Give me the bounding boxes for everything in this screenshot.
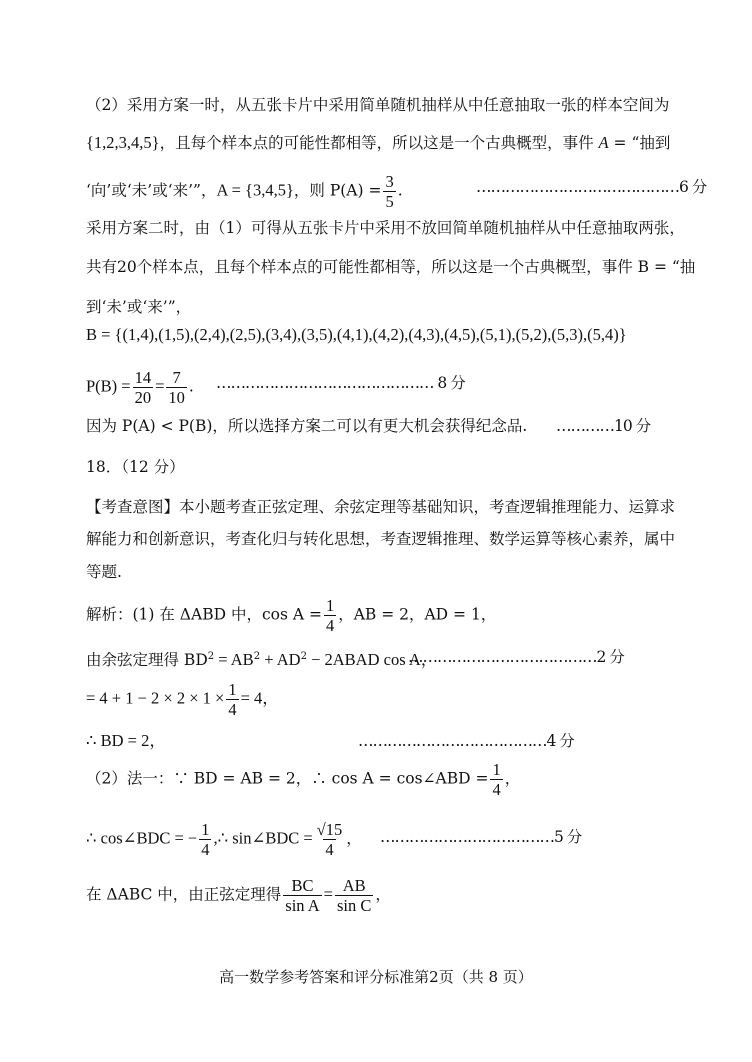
score-dots <box>358 730 574 752</box>
text: 解能力和创新意识，考查化归与转化思想，考查逻辑推理、数学运算等核心素养，属中 <box>86 530 676 548</box>
numerator: 3 <box>385 172 394 191</box>
fraction <box>133 368 154 407</box>
math: − 2ABAD cos A， <box>306 650 438 670</box>
text-line <box>86 296 191 318</box>
math: + AD <box>260 650 301 670</box>
denominator: 4 <box>228 700 237 719</box>
fraction <box>226 680 238 719</box>
text: …………………………………2 分 <box>408 648 624 666</box>
text: 等题. <box>86 563 122 581</box>
numerator: √15 <box>316 820 343 839</box>
exponent: 2 <box>300 651 307 662</box>
score-dots <box>556 415 650 437</box>
text: 【考查意图】本小题考查正弦定理、余弦定理等基础知识，考查逻辑推理能力、运算求 <box>86 498 676 516</box>
math: A = {3,4,5} <box>216 180 294 200</box>
text-line <box>86 368 194 407</box>
footer-text: 高一数学参考答案和评分标准第2页（共 8 页） <box>219 968 533 986</box>
text-line <box>86 528 675 550</box>
fraction <box>315 820 345 859</box>
numerator: 1 <box>201 820 210 839</box>
math: = 4 + 1 − 2 × 2 × 1 × <box>86 688 225 708</box>
fraction <box>335 876 373 915</box>
numerator: BC <box>291 876 314 895</box>
text: 因为 P(A) < P(B)，所以选择方案二可以有更大机会获得纪念品. <box>86 417 528 435</box>
fraction <box>199 820 211 859</box>
text-line <box>86 680 279 719</box>
text: ， <box>504 769 521 788</box>
text: ， <box>375 885 391 904</box>
score-dots <box>380 826 581 848</box>
numerator: 7 <box>172 368 181 387</box>
text: ………………………………5 分 <box>380 828 582 846</box>
text: 采用方案二时，由（1）可得从五张卡片中采用不放回简单随机抽样从中任意抽取两张， <box>86 219 685 237</box>
numerator: 1 <box>325 596 335 615</box>
math: = 4， <box>240 688 279 708</box>
text: ……………………………………6 分 <box>476 178 707 196</box>
text: （2）法一：∵ BD = AB = 2，∴ cos A = cos∠ABD = <box>86 769 489 788</box>
text-line <box>86 132 670 154</box>
text: 到‘未’或‘来’”， <box>86 298 192 316</box>
numerator: AB <box>342 876 366 895</box>
text: ……………………………………… 8 分 <box>216 374 465 392</box>
denominator: 20 <box>134 388 152 407</box>
fraction <box>383 172 395 211</box>
fraction <box>490 760 502 799</box>
text-line <box>86 820 362 859</box>
math: P(B) = <box>86 376 131 396</box>
math: = <box>155 376 165 396</box>
text-line <box>86 876 391 915</box>
denominator: 5 <box>385 192 394 211</box>
text: . <box>188 377 194 396</box>
text: ‘向’或‘未’或‘来’”， <box>86 181 217 200</box>
math: ,∴ sin∠BDC = <box>213 828 313 848</box>
score-dots <box>408 646 624 668</box>
text-line <box>86 256 695 278</box>
text-line <box>86 172 403 211</box>
text: 共有20个样本点，且每个样本点的可能性都相等，所以这是一个古典概型，事件 B = “抽 <box>86 258 696 276</box>
fraction <box>324 596 336 635</box>
denominator: sin C <box>336 896 372 915</box>
text: ，AB = 2，AD = 1， <box>338 605 497 624</box>
exponent: 2 <box>253 651 261 662</box>
text-line <box>86 496 675 518</box>
text-line <box>86 730 166 752</box>
text-line <box>86 646 437 671</box>
numerator: 1 <box>228 680 237 699</box>
text: （2）采用方案一时，从五张卡片中采用简单随机抽样从中任意抽取一张的样本空间为 <box>86 96 670 114</box>
math: = AB <box>214 650 254 670</box>
math: = <box>323 884 333 904</box>
question-number <box>86 456 185 478</box>
denominator: 4 <box>201 840 210 859</box>
denominator: 10 <box>168 388 185 407</box>
text: 在 ΔABC 中，由正弦定理得 <box>86 885 282 904</box>
page-footer <box>0 966 752 987</box>
text: …………10 分 <box>556 417 651 435</box>
text: …………………………………4 分 <box>358 732 574 750</box>
exponent: 2 <box>207 651 215 662</box>
denominator: 4 <box>325 616 335 635</box>
text: 18．（12 分） <box>86 458 185 476</box>
math: ∴ cos∠BDC = − <box>86 828 198 848</box>
score-dots <box>476 176 706 198</box>
text: ，且每个样本点的可能性都相等，所以这是一个古典概型，事件 <box>159 134 599 152</box>
text-line <box>86 596 496 635</box>
text-line <box>86 561 122 583</box>
numerator: 14 <box>134 368 152 387</box>
numerator: 1 <box>492 760 501 779</box>
sample-space-line <box>86 324 627 346</box>
fraction <box>166 368 187 407</box>
text-line <box>86 217 685 239</box>
text: . <box>397 181 403 200</box>
math: A <box>598 133 609 152</box>
denominator: 4 <box>325 840 334 859</box>
denominator: sin A <box>285 896 320 915</box>
denominator: 4 <box>492 780 501 799</box>
math: B = {(1,4),(1,5),(2,4),(2,5),(3,4),(3,5),(4,1),(4,2),(4,3),(4,5),(5,1),(5,2),(5,3),(5,4)} <box>86 325 627 344</box>
text: 解析：(1) 在 ΔABD 中，cos A = <box>86 605 322 624</box>
text-line <box>86 94 669 116</box>
math: ∴ BD = 2， <box>86 731 166 750</box>
text: = “抽到 <box>608 134 671 152</box>
text: ， <box>346 829 362 848</box>
text: 由余弦定理得 BD <box>86 651 208 670</box>
score-dots <box>216 372 465 394</box>
text: ，则 P(A) = <box>293 181 382 200</box>
math: {1,2,3,4,5} <box>86 133 160 152</box>
fraction <box>283 876 321 915</box>
text-line <box>86 415 527 437</box>
text-line <box>86 760 520 799</box>
